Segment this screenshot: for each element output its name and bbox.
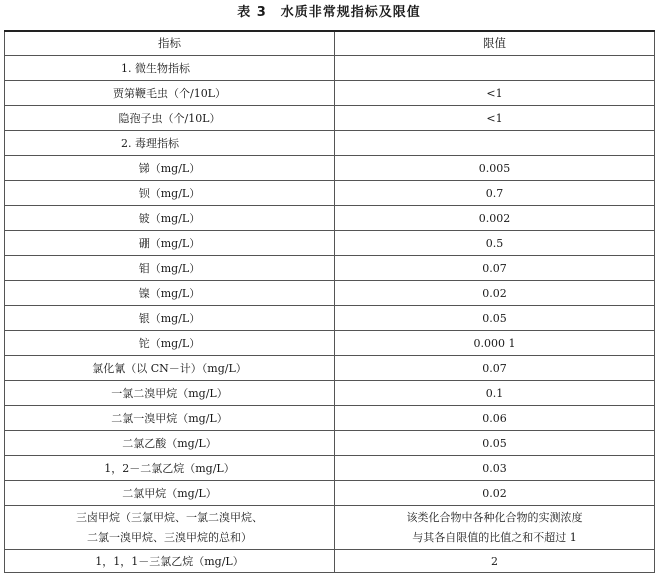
limit-cell: <1	[335, 106, 655, 131]
limit-cell: 0.5	[335, 231, 655, 256]
limit-cell	[335, 56, 655, 81]
limit-cell: 0.07	[335, 256, 655, 281]
indicator-cell: 银（mg/L）	[5, 306, 335, 331]
limit-cell: 0.06	[335, 406, 655, 431]
limit-cell: 0.03	[335, 456, 655, 481]
table-row	[5, 456, 655, 481]
table-row	[5, 306, 655, 331]
table-body	[5, 56, 655, 573]
limit-cell: 0.000 1	[335, 331, 655, 356]
limit-line: 该类化合物中各种化合物的实测浓度	[406, 510, 583, 524]
header-limit: 限值	[335, 31, 655, 56]
table-row	[5, 156, 655, 181]
table-row	[5, 356, 655, 381]
limit-cell	[335, 506, 655, 550]
table-row	[5, 281, 655, 306]
indicator-cell: 1，2－二氯乙烷（mg/L）	[5, 456, 335, 481]
limit-cell: <1	[335, 81, 655, 106]
indicator-cell: 贾第鞭毛虫（个/10L）	[5, 81, 335, 106]
indicator-cell: 二氯一溴甲烷（mg/L）	[5, 406, 335, 431]
table-title: 表 3 水质非常规指标及限值	[237, 5, 421, 20]
limit-cell: 0.7	[335, 181, 655, 206]
limit-cell: 0.05	[335, 431, 655, 456]
indicator-cell: 铍（mg/L）	[5, 206, 335, 231]
limit-cell: 0.02	[335, 281, 655, 306]
water-quality-table	[4, 30, 655, 573]
table-row	[5, 206, 655, 231]
section-row	[5, 56, 655, 81]
indicator-cell: 二氯乙酸（mg/L）	[5, 431, 335, 456]
table-row	[5, 181, 655, 206]
indicator-line: 三卤甲烷（三氯甲烷、一氯二溴甲烷、	[76, 510, 263, 524]
limit-cell: 0.05	[335, 306, 655, 331]
limit-cell: 0.005	[335, 156, 655, 181]
indicator-cell: 铊（mg/L）	[5, 331, 335, 356]
table-row	[5, 81, 655, 106]
indicator-cell: 硼（mg/L）	[5, 231, 335, 256]
section-row	[5, 131, 655, 156]
limit-cell: 0.1	[335, 381, 655, 406]
indicator-cell: 隐孢子虫（个/10L）	[5, 106, 335, 131]
limit-cell: 0.002	[335, 206, 655, 231]
indicator-cell: 1，1，1－三氯乙烷（mg/L）	[5, 550, 335, 573]
table-row	[5, 231, 655, 256]
indicator-cell	[5, 506, 335, 550]
table-row	[5, 256, 655, 281]
indicator-cell: 氯化氰（以 CN－计）（mg/L）	[5, 356, 335, 381]
indicator-line: 二氯一溴甲烷、三溴甲烷的总和）	[87, 530, 252, 544]
table-row	[5, 106, 655, 131]
table-row	[5, 550, 655, 573]
indicator-cell: 钼（mg/L）	[5, 256, 335, 281]
indicator-cell: 锑（mg/L）	[5, 156, 335, 181]
limit-cell: 0.07	[335, 356, 655, 381]
table-row	[5, 481, 655, 506]
limit-cell: 2	[335, 550, 655, 573]
indicator-cell: 钡（mg/L）	[5, 181, 335, 206]
section-label: 2. 毒理指标	[5, 131, 335, 156]
table-header-row	[5, 31, 655, 56]
indicator-cell: 镍（mg/L）	[5, 281, 335, 306]
table-row	[5, 381, 655, 406]
limit-cell: 0.02	[335, 481, 655, 506]
section-label: 1. 微生物指标	[5, 56, 335, 81]
limit-cell	[335, 131, 655, 156]
header-indicator: 指标	[5, 31, 335, 56]
table-row	[5, 431, 655, 456]
table-row	[5, 331, 655, 356]
table-row	[5, 506, 655, 550]
limit-line: 与其各自限值的比值之和不超过 1	[412, 530, 577, 544]
table-row	[5, 406, 655, 431]
indicator-cell: 一氯二溴甲烷（mg/L）	[5, 381, 335, 406]
indicator-cell: 二氯甲烷（mg/L）	[5, 481, 335, 506]
